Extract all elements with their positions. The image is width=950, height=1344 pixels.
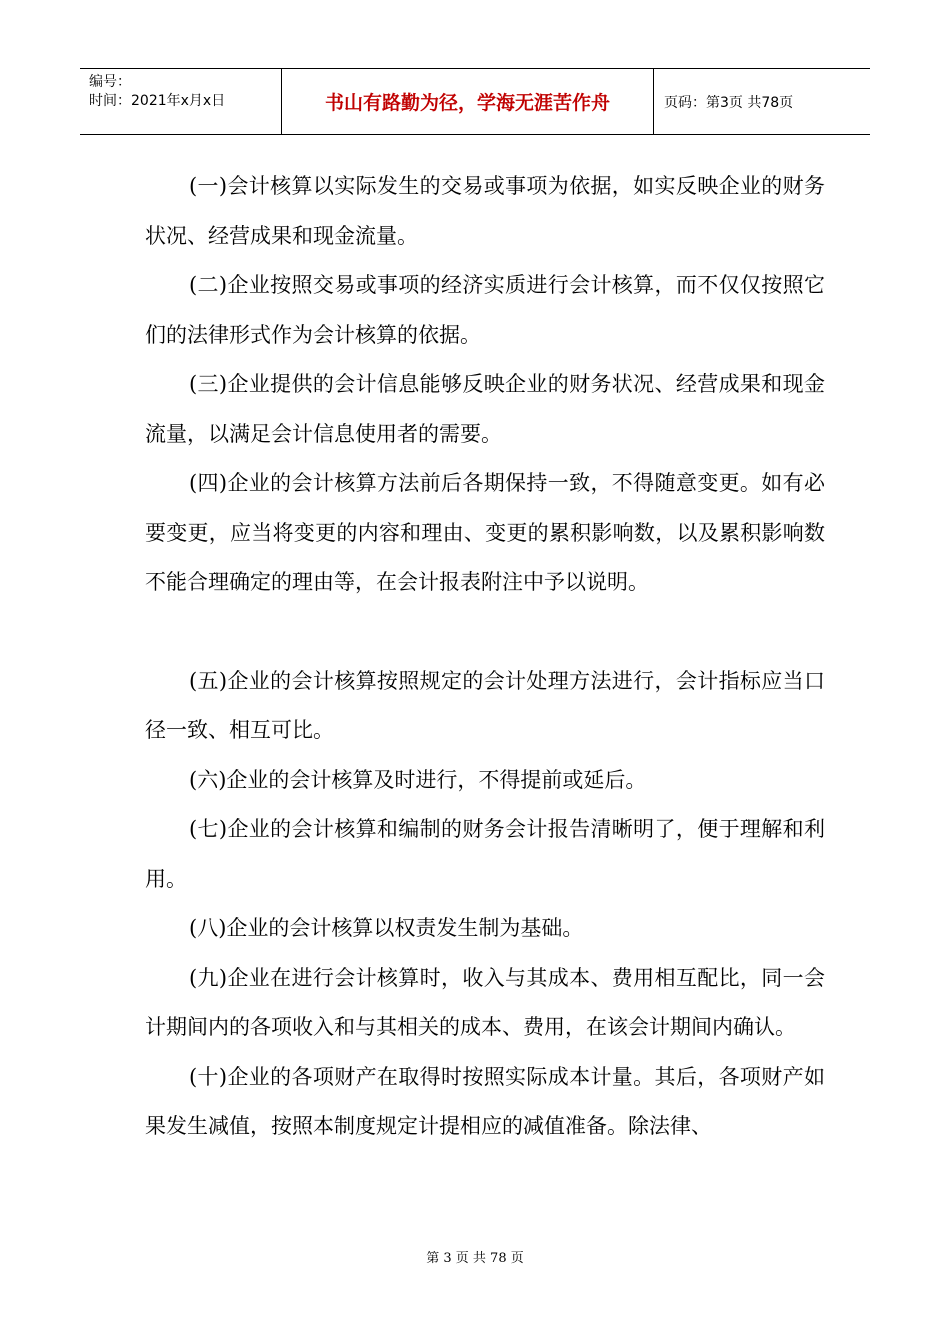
paragraph: (九)企业在进行会计核算时，收入与其成本、费用相互配比，同一会计期间内的各项收入和与其相关的成本、费用，在该会计期间内确认。 <box>145 965 825 1039</box>
header-page-info: 页码：第3页 共78页 <box>664 94 794 111</box>
paragraph: (三)企业提供的会计信息能够反映企业的财务状况、经营成果和现金流量，以满足会计信息使用者的需要。 <box>145 372 825 446</box>
paragraph: (四)企业的会计核算方法前后各期保持一致，不得随意变更。如有必要变更，应当将变更的内容和理由、变更的累积影响数，以及累积影响数不能合理确定的理由等，在会计报表附注中予以说明。 <box>145 471 825 594</box>
paragraph: (八)企业的会计核算以权责发生制为基础。 <box>189 916 584 940</box>
paragraph: (七)企业的会计核算和编制的财务会计报告清晰明了，便于理解和利用。 <box>145 817 825 891</box>
document-date: 时间：2021年x月x日 <box>89 93 226 109</box>
header-motto: 书山有路勤为径，学海无涯苦作舟 <box>282 69 654 134</box>
header-meta <box>80 69 282 134</box>
document-number-label: 编号： <box>89 74 131 90</box>
page-footer: 第 3 页 共 78 页 <box>426 1251 524 1266</box>
paragraph: (二)企业按照交易或事项的经济实质进行会计核算，而不仅仅按照它们的法律形式作为会计核算的依据。 <box>145 273 825 347</box>
document-body <box>145 162 825 1152</box>
paragraph: (六)企业的会计核算及时进行，不得提前或延后。 <box>189 767 647 792</box>
paragraph: (五)企业的会计核算按照规定的会计处理方法进行，会计指标应当口径一致、相互可比。 <box>145 668 825 742</box>
page-header <box>80 68 870 135</box>
paragraph: (一)会计核算以实际发生的交易或事项为依据，如实反映企业的财务状况、经营成果和现金流量。 <box>145 174 825 248</box>
paragraph: (十)企业的各项财产在取得时按照实际成本计量。其后，各项财产如果发生减值，按照本制度规定计提相应的减值准备。除法律、 <box>145 1064 825 1138</box>
